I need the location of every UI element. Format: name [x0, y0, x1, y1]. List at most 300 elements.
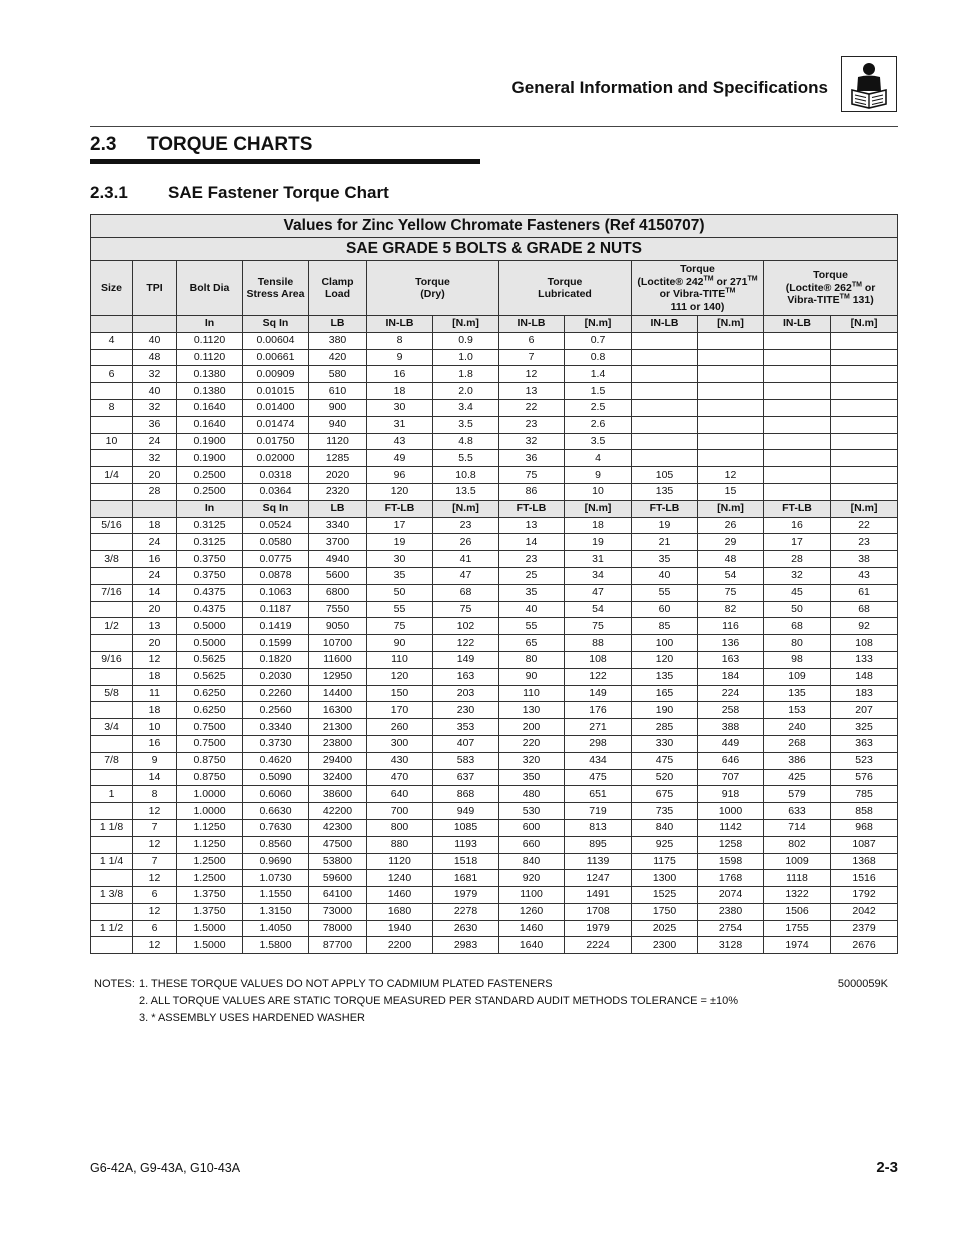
table-row	[91, 618, 898, 635]
table-cell: 6	[133, 920, 177, 937]
table-cell: 1 3/8	[91, 887, 133, 904]
table-cell	[91, 567, 133, 584]
table-cell: 434	[565, 752, 632, 769]
table-cell: 660	[499, 836, 565, 853]
table-cell: 0.6060	[243, 786, 309, 803]
page-header-title: General Information and Specifications	[511, 78, 828, 97]
table-cell: 32	[133, 366, 177, 383]
table-cell: 0.0775	[243, 551, 309, 568]
table-cell: 1.1550	[243, 887, 309, 904]
unit-cell: IN-LB	[499, 316, 565, 333]
table-cell: 90	[367, 635, 433, 652]
table-cell: 102	[433, 618, 499, 635]
table-cell: 9	[565, 467, 632, 484]
table-cell: 1.3750	[177, 903, 243, 920]
table-cell: 880	[367, 836, 433, 853]
table-cell: 0.2500	[177, 467, 243, 484]
table-cell: 0.01750	[243, 433, 309, 450]
table-cell: 0.1640	[177, 399, 243, 416]
table-cell: 1247	[565, 870, 632, 887]
table-title: Values for Zinc Yellow Chromate Fasteners (Ref 4150707)	[91, 215, 898, 238]
table-cell	[831, 450, 898, 467]
table-cell	[91, 635, 133, 652]
table-cell: 675	[632, 786, 698, 803]
table-cell: 0.00909	[243, 366, 309, 383]
table-cell: 12	[133, 651, 177, 668]
table-row	[91, 651, 898, 668]
table-cell: 87700	[309, 937, 367, 954]
table-cell: 0.1640	[177, 416, 243, 433]
table-cell: 23	[433, 517, 499, 534]
page-number: 2-3	[876, 1159, 898, 1176]
table-cell: 1.8	[433, 366, 499, 383]
table-cell	[831, 416, 898, 433]
table-cell: 122	[565, 668, 632, 685]
note-item: 1. THESE TORQUE VALUES DO NOT APPLY TO CADMIUM PLATED FASTENERS	[139, 978, 553, 990]
table-cell: 2200	[367, 937, 433, 954]
table-cell: 600	[499, 819, 565, 836]
table-cell: 1792	[831, 887, 898, 904]
table-cell: 0.7630	[243, 819, 309, 836]
header-l262-line5: 131)	[849, 294, 874, 307]
table-cell: 0.8750	[177, 769, 243, 786]
table-cell	[831, 483, 898, 500]
table-cell: 925	[632, 836, 698, 853]
table-cell: 968	[831, 819, 898, 836]
table-cell: 150	[367, 685, 433, 702]
table-cell: 48	[133, 349, 177, 366]
table-cell	[764, 366, 831, 383]
table-cell: 1258	[698, 836, 764, 853]
table-cell: 0.3750	[177, 567, 243, 584]
table-cell: 183	[831, 685, 898, 702]
table-cell: 0.00661	[243, 349, 309, 366]
table-cell: 651	[565, 786, 632, 803]
table-cell: 1940	[367, 920, 433, 937]
table-cell: 21300	[309, 719, 367, 736]
table-cell: 184	[698, 668, 764, 685]
table-cell: 330	[632, 735, 698, 752]
table-cell: 1.0	[433, 349, 499, 366]
unit-header-row	[91, 500, 898, 517]
table-cell: 1	[91, 786, 133, 803]
table-cell: 2983	[433, 937, 499, 954]
table-cell: 6	[133, 887, 177, 904]
table-cell: 54	[565, 601, 632, 618]
table-cell: 163	[433, 668, 499, 685]
table-cell: 116	[698, 618, 764, 635]
table-cell: 0.5000	[177, 635, 243, 652]
table-cell: 16	[133, 551, 177, 568]
table-cell: 610	[309, 383, 367, 400]
table-cell	[698, 383, 764, 400]
table-cell: 9	[133, 752, 177, 769]
table-cell: 258	[698, 702, 764, 719]
table-cell: 41	[433, 551, 499, 568]
table-cell: 47500	[309, 836, 367, 853]
table-cell: 0.1120	[177, 349, 243, 366]
table-cell: 700	[367, 803, 433, 820]
table-cell: 153	[764, 702, 831, 719]
table-cell: 2278	[433, 903, 499, 920]
table-cell: 1.5000	[177, 937, 243, 954]
unit-cell: IN-LB	[632, 316, 698, 333]
table-cell: 1525	[632, 887, 698, 904]
header-divider	[90, 126, 898, 127]
table-cell	[764, 433, 831, 450]
table-cell: 7/16	[91, 584, 133, 601]
table-cell: 0.1380	[177, 366, 243, 383]
table-cell: 1368	[831, 853, 898, 870]
table-cell: 240	[764, 719, 831, 736]
table-row	[91, 870, 898, 887]
table-cell: 11	[133, 685, 177, 702]
table-cell: 16	[133, 735, 177, 752]
table-cell	[698, 349, 764, 366]
table-cell: 1491	[565, 887, 632, 904]
table-cell: 449	[698, 735, 764, 752]
table-cell: 36	[133, 416, 177, 433]
table-cell	[91, 534, 133, 551]
table-cell: 110	[367, 651, 433, 668]
table-cell	[632, 399, 698, 416]
table-cell: 0.5625	[177, 651, 243, 668]
table-cell: 53800	[309, 853, 367, 870]
table-cell: 20	[133, 635, 177, 652]
header-bolt-dia: Bolt Dia	[177, 261, 243, 316]
table-cell: 0.6250	[177, 702, 243, 719]
table-cell	[698, 399, 764, 416]
table-cell: 0.9	[433, 332, 499, 349]
table-cell: 802	[764, 836, 831, 853]
table-cell: 0.8750	[177, 752, 243, 769]
table-cell: 16	[764, 517, 831, 534]
unit-cell-blank	[133, 316, 177, 333]
table-cell: 15	[698, 483, 764, 500]
table-cell: 42300	[309, 819, 367, 836]
table-cell: 388	[698, 719, 764, 736]
table-cell: 29	[698, 534, 764, 551]
table-cell: 3700	[309, 534, 367, 551]
table-cell: 0.3125	[177, 517, 243, 534]
table-cell: 800	[367, 819, 433, 836]
table-cell: 1750	[632, 903, 698, 920]
table-cell: 407	[433, 735, 499, 752]
table-cell: 22	[499, 399, 565, 416]
table-cell: 12	[133, 903, 177, 920]
table-cell: 7/8	[91, 752, 133, 769]
table-cell: 2.5	[565, 399, 632, 416]
table-cell: 80	[764, 635, 831, 652]
section-number: 2.3	[90, 134, 117, 155]
table-cell: 165	[632, 685, 698, 702]
table-cell: 19	[565, 534, 632, 551]
unit-cell: [N.m]	[433, 316, 499, 333]
table-cell: 163	[698, 651, 764, 668]
table-cell: 2020	[309, 467, 367, 484]
header-l242-line1: Torque	[680, 263, 715, 275]
table-row	[91, 416, 898, 433]
table-cell	[698, 332, 764, 349]
table-cell: 61	[831, 584, 898, 601]
table-cell: 43	[831, 567, 898, 584]
header-l242-line4: or Vibra-TITE	[659, 288, 726, 300]
table-cell: 48	[698, 551, 764, 568]
table-cell: 9050	[309, 618, 367, 635]
table-cell	[91, 870, 133, 887]
table-cell: 320	[499, 752, 565, 769]
unit-cell: [N.m]	[698, 316, 764, 333]
table-cell: 0.7500	[177, 719, 243, 736]
table-cell: 35	[499, 584, 565, 601]
table-cell: 88	[565, 635, 632, 652]
table-cell: 40	[133, 332, 177, 349]
table-cell: 38600	[309, 786, 367, 803]
table-cell: 1087	[831, 836, 898, 853]
table-cell: 714	[764, 819, 831, 836]
header-l242-line2: (Loctite® 242	[637, 275, 704, 288]
table-cell: 18	[367, 383, 433, 400]
table-cell	[91, 836, 133, 853]
table-cell: 32	[133, 450, 177, 467]
table-cell: 920	[499, 870, 565, 887]
table-cell	[764, 349, 831, 366]
table-cell: 2379	[831, 920, 898, 937]
table-cell: 7	[133, 853, 177, 870]
table-cell: 785	[831, 786, 898, 803]
table-row	[91, 937, 898, 954]
table-cell: 32	[764, 567, 831, 584]
table-cell: 6800	[309, 584, 367, 601]
table-cell: 11600	[309, 651, 367, 668]
table-row	[91, 920, 898, 937]
table-row	[91, 702, 898, 719]
unit-cell: Sq In	[243, 500, 309, 517]
table-cell	[91, 416, 133, 433]
table-cell: 470	[367, 769, 433, 786]
table-row	[91, 752, 898, 769]
table-cell	[764, 467, 831, 484]
table-cell: 840	[499, 853, 565, 870]
table-cell: 420	[309, 349, 367, 366]
table-cell: 1460	[499, 920, 565, 937]
header-torque-lubricated	[499, 261, 632, 316]
table-row	[91, 786, 898, 803]
table-cell	[764, 332, 831, 349]
unit-cell: Sq In	[243, 316, 309, 333]
table-cell: 2630	[433, 920, 499, 937]
table-cell: 430	[367, 752, 433, 769]
table-cell: 4	[91, 332, 133, 349]
table-cell: 1120	[309, 433, 367, 450]
table-cell: 7	[499, 349, 565, 366]
table-cell: 719	[565, 803, 632, 820]
table-cell: 2.6	[565, 416, 632, 433]
table-cell: 16300	[309, 702, 367, 719]
table-cell: 735	[632, 803, 698, 820]
table-cell: 18	[133, 702, 177, 719]
table-cell: 8	[91, 399, 133, 416]
table-cell: 105	[632, 467, 698, 484]
table-cell: 0.5090	[243, 769, 309, 786]
table-cell: 26	[698, 517, 764, 534]
table-row	[91, 433, 898, 450]
person-reading-manual-icon	[841, 56, 897, 112]
table-cell: 12	[133, 836, 177, 853]
table-cell: 14400	[309, 685, 367, 702]
table-cell: 42200	[309, 803, 367, 820]
table-cell: 9	[367, 349, 433, 366]
table-row	[91, 819, 898, 836]
table-cell: 0.8560	[243, 836, 309, 853]
table-cell: 1/4	[91, 467, 133, 484]
header-dry-line1: Torque	[415, 275, 450, 288]
header-l262-line4: Vibra-TITE	[787, 294, 840, 307]
table-cell: 1322	[764, 887, 831, 904]
table-cell: 579	[764, 786, 831, 803]
table-row	[91, 450, 898, 467]
table-cell: 386	[764, 752, 831, 769]
table-cell: 949	[433, 803, 499, 820]
notes-label: NOTES:	[94, 978, 135, 990]
table-cell: 1.4050	[243, 920, 309, 937]
table-cell: 1009	[764, 853, 831, 870]
table-cell: 10700	[309, 635, 367, 652]
table-cell: 2.0	[433, 383, 499, 400]
table-cell: 8	[133, 786, 177, 803]
table-cell: 0.1380	[177, 383, 243, 400]
table-cell: 47	[565, 584, 632, 601]
table-cell: 135	[632, 483, 698, 500]
table-cell: 7	[133, 819, 177, 836]
table-cell: 22	[831, 517, 898, 534]
table-cell: 34	[565, 567, 632, 584]
table-cell: 10	[565, 483, 632, 500]
table-cell: 271	[565, 719, 632, 736]
table-cell	[91, 702, 133, 719]
table-cell: 3340	[309, 517, 367, 534]
table-cell: 32400	[309, 769, 367, 786]
header-clamp-line2: Load	[324, 288, 351, 300]
table-cell: 25	[499, 567, 565, 584]
table-cell: 200	[499, 719, 565, 736]
table-cell: 1142	[698, 819, 764, 836]
table-cell: 20	[133, 467, 177, 484]
table-cell: 50	[764, 601, 831, 618]
table-cell: 1 1/2	[91, 920, 133, 937]
table-cell: 5/8	[91, 685, 133, 702]
table-cell	[91, 735, 133, 752]
table-row	[91, 551, 898, 568]
trademark-mark: TM	[725, 287, 736, 295]
table-cell: 0.2560	[243, 702, 309, 719]
table-cell: 40	[133, 383, 177, 400]
table-cell: 268	[764, 735, 831, 752]
table-cell: 4.8	[433, 433, 499, 450]
table-cell: 20	[133, 601, 177, 618]
table-row	[91, 383, 898, 400]
table-cell: 0.1599	[243, 635, 309, 652]
table-cell	[632, 383, 698, 400]
table-cell: 136	[698, 635, 764, 652]
table-cell: 0.3340	[243, 719, 309, 736]
table-cell: 17	[367, 517, 433, 534]
subsection-number: 2.3.1	[90, 183, 128, 202]
table-cell: 54	[698, 567, 764, 584]
table-cell	[632, 416, 698, 433]
table-cell: 80	[499, 651, 565, 668]
table-cell: 1175	[632, 853, 698, 870]
table-cell: 4940	[309, 551, 367, 568]
table-cell: 2754	[698, 920, 764, 937]
header-tpi: TPI	[133, 261, 177, 316]
table-cell: 3.5	[565, 433, 632, 450]
unit-cell: [N.m]	[565, 500, 632, 517]
table-cell: 8	[367, 332, 433, 349]
header-lub-line2: Lubricated	[538, 288, 592, 300]
unit-cell-blank	[91, 316, 133, 333]
table-cell: 1300	[632, 870, 698, 887]
table-cell: 285	[632, 719, 698, 736]
unit-cell: IN-LB	[367, 316, 433, 333]
table-cell: 108	[565, 651, 632, 668]
table-cell: 260	[367, 719, 433, 736]
table-cell: 813	[565, 819, 632, 836]
table-cell	[831, 349, 898, 366]
table-cell: 85	[632, 618, 698, 635]
table-cell: 86	[499, 483, 565, 500]
table-cell: 18	[133, 668, 177, 685]
table-cell: 3.4	[433, 399, 499, 416]
table-cell: 110	[499, 685, 565, 702]
table-cell	[632, 450, 698, 467]
table-cell: 2224	[565, 937, 632, 954]
table-row	[91, 719, 898, 736]
table-cell: 918	[698, 786, 764, 803]
table-cell: 1000	[698, 803, 764, 820]
table-cell: 203	[433, 685, 499, 702]
table-cell: 75	[499, 467, 565, 484]
table-cell: 0.9690	[243, 853, 309, 870]
table-cell: 0.1120	[177, 332, 243, 349]
table-row	[91, 567, 898, 584]
header-l262-line3: or	[861, 281, 876, 294]
table-cell: 0.1820	[243, 651, 309, 668]
table-row	[91, 534, 898, 551]
table-cell: 75	[367, 618, 433, 635]
table-cell: 7550	[309, 601, 367, 618]
table-cell: 23	[499, 551, 565, 568]
table-cell: 3/8	[91, 551, 133, 568]
table-cell: 1/2	[91, 618, 133, 635]
table-cell	[831, 433, 898, 450]
table-cell	[764, 483, 831, 500]
header-tensile-line1: Tensile	[257, 275, 294, 288]
table-cell: 12	[133, 870, 177, 887]
table-cell: 0.1187	[243, 601, 309, 618]
table-cell: 55	[632, 584, 698, 601]
table-cell: 0.6250	[177, 685, 243, 702]
table-cell	[831, 399, 898, 416]
header-dry-line2: (Dry)	[420, 288, 445, 300]
table-cell: 35	[632, 551, 698, 568]
table-cell: 0.3125	[177, 534, 243, 551]
table-cell: 0.2030	[243, 668, 309, 685]
table-cell: 73000	[309, 903, 367, 920]
table-row	[91, 584, 898, 601]
table-cell: 28	[764, 551, 831, 568]
table-cell: 475	[565, 769, 632, 786]
